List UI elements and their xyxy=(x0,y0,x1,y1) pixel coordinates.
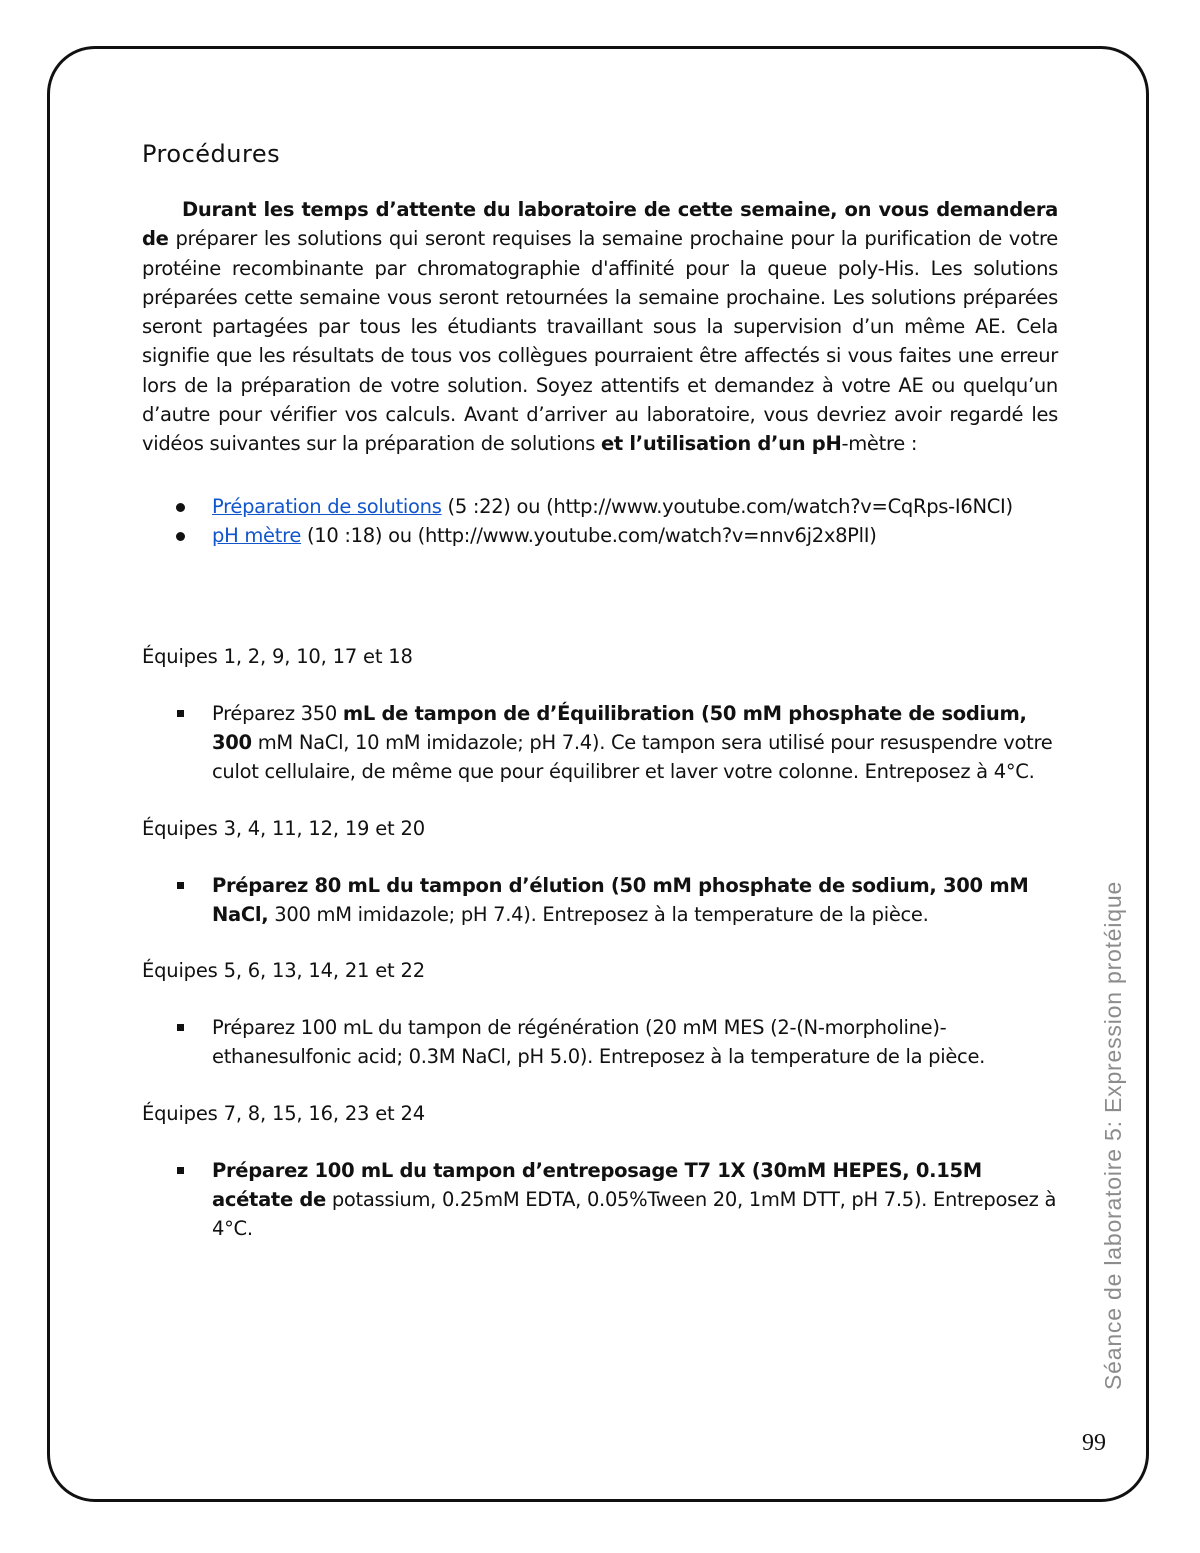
bullet-dot-icon xyxy=(176,532,185,541)
instruction-plain: Préparez 350 xyxy=(212,701,343,725)
bullet-square-icon xyxy=(177,1024,184,1031)
side-chapter-label: Séance de laboratoire 5: Expression protéique xyxy=(1100,880,1126,1390)
video-link-solutions[interactable]: Préparation de solutions xyxy=(212,494,442,518)
intro-part-3: Les solutions préparées seront partagées par tous les étudiants travaillant sous la supervision d’un même AE. Cela signifie que les résultats de tous vos collègues pourraient être affectés si vous faites une erreur lors de la préparation de votre solution. Soyez attentifs et demandez à votre AE ou quelqu’un d’autre pour vérifier vos calculs. Avant d’arriver au xyxy=(142,285,1058,427)
team-block xyxy=(142,959,1058,1072)
video-item xyxy=(142,492,1058,522)
video-details: (10 :18) ou (http://www.youtube.com/watch?v=nnv6j2x8PlI) xyxy=(301,524,877,548)
page-content xyxy=(142,140,1058,1244)
team-instructions xyxy=(142,871,1058,930)
bullet-dot-icon xyxy=(176,503,185,512)
instruction-item xyxy=(142,699,1058,787)
team-block xyxy=(142,817,1058,930)
team-heading: Équipes 7, 8, 15, 16, 23 et 24 xyxy=(142,1101,425,1125)
team-block xyxy=(142,1102,1058,1244)
team-block xyxy=(142,645,1058,787)
instruction-item xyxy=(142,871,1058,930)
team-heading: Équipes 3, 4, 11, 12, 19 et 20 xyxy=(142,816,425,840)
instruction-bold: mL de tampon de d’Équilibration (50 mM phosphate de sodium, 300 xyxy=(212,701,1027,754)
intro-paragraph xyxy=(142,195,1058,459)
bullet-square-icon xyxy=(177,882,184,889)
intro-part-4: laboratoire, vous devriez avoir regardé les vidéos suivantes sur la préparation de solutions xyxy=(142,403,1058,456)
team-heading: Équipes 1, 2, 9, 10, 17 et 18 xyxy=(142,644,413,668)
instruction-rest: 300 mM imidazole; pH 7.4). Entreposez à la temperature de la pièce. xyxy=(268,902,929,926)
instruction-item xyxy=(142,1013,1058,1072)
team-instructions xyxy=(142,1013,1058,1072)
team-instructions xyxy=(142,1156,1058,1244)
instruction-bold: Préparez 100 mL du tampon d’entreposage T7 1X (30mM HEPES, 0.15M acétate de xyxy=(212,1158,982,1212)
team-heading: Équipes 5, 6, 13, 14, 21 et 22 xyxy=(142,959,425,983)
intro-part-5: et l’utilisation d’un pH xyxy=(600,432,842,456)
intro-part-2: préparer les solutions qui seront requises la semaine prochaine pour la purification de votre protéine recombinante par chromatographie d'affinité pour la queue poly-His. Les solutions préparées cette semaine vous seront retournées la semaine prochaine. xyxy=(142,227,1058,309)
bullet-square-icon xyxy=(177,710,184,717)
video-list xyxy=(142,492,1058,551)
instruction-rest: mM NaCl, 10 mM imidazole; pH 7.4). Ce tampon sera utilisé pour resuspendre votre culot cellulaire, de même que pour équilibrer et laver votre colonne. Entreposez à 4°C. xyxy=(212,730,1053,784)
section-title: Procédures xyxy=(142,140,281,168)
instruction-item xyxy=(142,1156,1058,1244)
intro-part-6: -mètre : xyxy=(841,432,918,456)
page-number: 99 xyxy=(1082,1430,1106,1456)
instruction-rest: potassium, 0.25mM EDTA, 0.05%Tween 20, 1mM DTT, pH 7.5). Entreposez à 4°C. xyxy=(212,1188,1057,1241)
intro-part-1: Durant les temps d’attente du laboratoire de cette semaine, on vous demandera de xyxy=(142,198,1058,251)
instruction-bold: Préparez 80 mL du tampon d’élution (50 mM phosphate de sodium, 300 mM NaCl, xyxy=(212,873,1029,926)
bullet-square-icon xyxy=(177,1167,184,1174)
video-item xyxy=(142,521,1058,551)
video-link-ph-metre[interactable]: pH mètre xyxy=(212,524,302,548)
instruction-plain: Préparez 100 mL du tampon de régénération (20 mM MES (2-(N-morpholine)-ethanesulfonic acid; 0.3M NaCl, pH 5.0). Entreposez à la temperature de la pièce. xyxy=(212,1016,986,1069)
team-instructions xyxy=(142,699,1058,787)
video-details: (5 :22) ou (http://www.youtube.com/watch?v=CqRps-I6NCI) xyxy=(441,494,1013,518)
